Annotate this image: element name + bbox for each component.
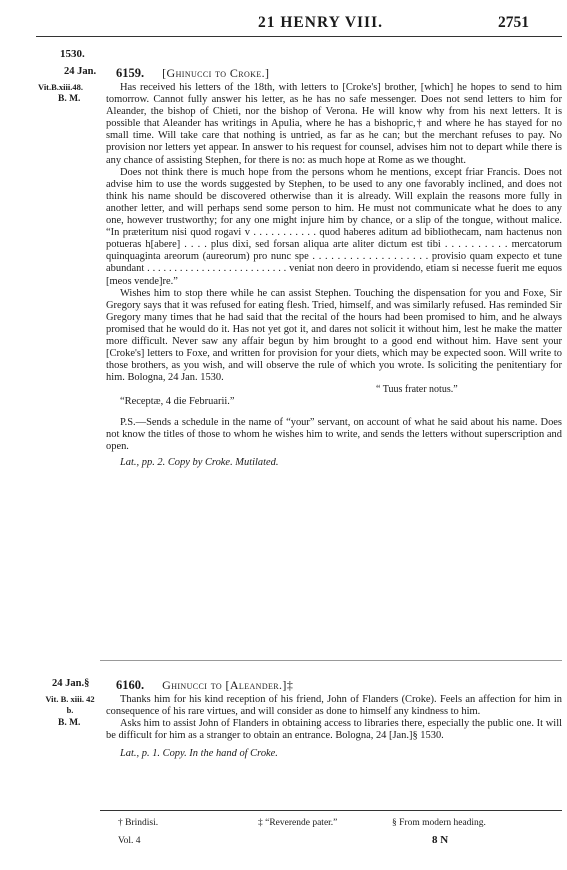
year-label: 1530. (60, 48, 85, 60)
entry-date: 24 Jan.§ (52, 678, 90, 689)
footnote: § From modern heading. (392, 818, 486, 828)
body-paragraph: Has received his letters of the 18th, with letters to [Croke's] brother, [which] he hopes to send to him tomorrow. Cannot fully answer his letter, as he has no safe messenger. Does not send letters to him for Aleander, the bishop of Chieti, nor the bishop of Verona. He will know why from his next letters. It is possible that Aleander has writings in Apulia, where he has a bishopric,† and where he has stayed for no small time. Will take care that nothing is untried, as far as he can; but the merchant refuses to pay. No provision nor letters yet appear. In answer to his request for counsel, advises him not to depart while there is any chance of assisting Stephen, for there is no: as much hope at Rome as we thought. (106, 82, 562, 166)
entry-source: B. M. (58, 718, 81, 728)
body-paragraph: Thanks him for his kind reception of his friend, John of Flanders (Croke). Feels an affection for him in consequence of his rare virtues, and will consider as done to himself any kindness to him. (106, 694, 562, 718)
header-title: 21 HENRY VIII. (258, 14, 383, 31)
source-note: Lat., pp. 2. Copy by Croke. Mutilated. (120, 456, 279, 468)
entry-number: 6159. (116, 66, 145, 80)
page-number: 2751 (498, 14, 529, 31)
body-paragraph: Wishes him to stop there while he can assist Stephen. Touching the dispensation for you and Foxe, Sir Gregory says that it was refused for eating flesh. Tried, himself, and was similarly refused. Has reminded Sir Gregory many times that he had said that the recital of the hours had been promised to him, and he always promised that he would do it. Has not yet got it, and dares not solicit it without him, lest he make the matter more difficult. Never saw any affair begun by him brought to a good end without him. Have sent your [Croke's] letters to Foxe, and written for provision for your diets, which may be expected soon. Will write to those brothers, as you wish, and will observe the rule of which you wrote. Is soliciting the penitentiary for him. Bologna, 24 Jan. 1530. (106, 287, 562, 384)
entry-separator (100, 660, 562, 661)
footnote: † Brindisi. (118, 818, 159, 828)
entry-source: B. M. (58, 94, 81, 104)
postscript: P.S.—Sends a schedule in the name of “your” servant, on account of what he said about his name. Does not know the titles of those to whom he wishes him to write, and sends the letters without superscription and open. (106, 416, 562, 452)
signature-mark: 8 N (432, 834, 449, 846)
letter-endorsement: “Receptæ, 4 die Februarii.” (120, 396, 235, 408)
entry-title-line (116, 64, 269, 82)
entry-reference: Vit.B.xiii.48. (38, 82, 84, 92)
bottom-fragment: Vol. 4 (118, 836, 141, 846)
letter-signature: “ Tuus frater notus.” (376, 384, 458, 396)
entry-heading: [Ghinucci to Croke.] (162, 66, 270, 80)
entry-title-line (116, 676, 293, 694)
source-note: Lat., p. 1. Copy. In the hand of Croke. (120, 748, 278, 760)
footnote-rule (100, 810, 562, 811)
body-paragraph: Does not think there is much hope from the persons whom he mentions, except friar Francis. Does not advise him to use the words suggested by Stephen, to be used to any one favorably inclined, and does not think his name should be discovered otherwise than it is already. Will explain the reasons more fully in another letter, and will perhaps send some person to him. He must not communicate what he does to any one, however trustworthy; for any one might injure him by chance, or a slip of the tongue, without malice. “In præteritum nisi quod rogavi v . . . . . . . . . . . quod haberes aditum ad bibliothecam, nam hactenus non potueras h[abere] . . . . plus dixi, sed forsan aliqua arte aliter dictum est tibi . . . . . . . . . . mercatorum quinquaginta areorum (aureorum) pro nunc spe . . . . . . . . . . . . . . . . . . . provisio quam expecto et tune abundant . . . . . . . . . . . . . . . . . . . . . . . . . . veniat non deero in providendo, etiam si necesse fuerit me equos [meos vende]re.” (106, 166, 562, 287)
entry-body (106, 82, 562, 469)
body-paragraph: Asks him to assist John of Flanders in obtaining access to libraries there, especially the public one. It will be difficult for him as a stranger to obtain an entrance. Bologna, 24 [Jan.]§ 1530. (106, 718, 562, 742)
entry-heading: Ghinucci to [Aleander.]‡ (162, 678, 294, 692)
entry-number: 6160. (116, 678, 145, 692)
header-rule (36, 36, 562, 37)
footnote: ‡ “Reverende pater.” (258, 818, 338, 828)
entry-reference: Vit. B. xiii. 42 b. (45, 694, 95, 715)
entry-date: 24 Jan. (64, 66, 97, 77)
entry-body (106, 694, 562, 760)
